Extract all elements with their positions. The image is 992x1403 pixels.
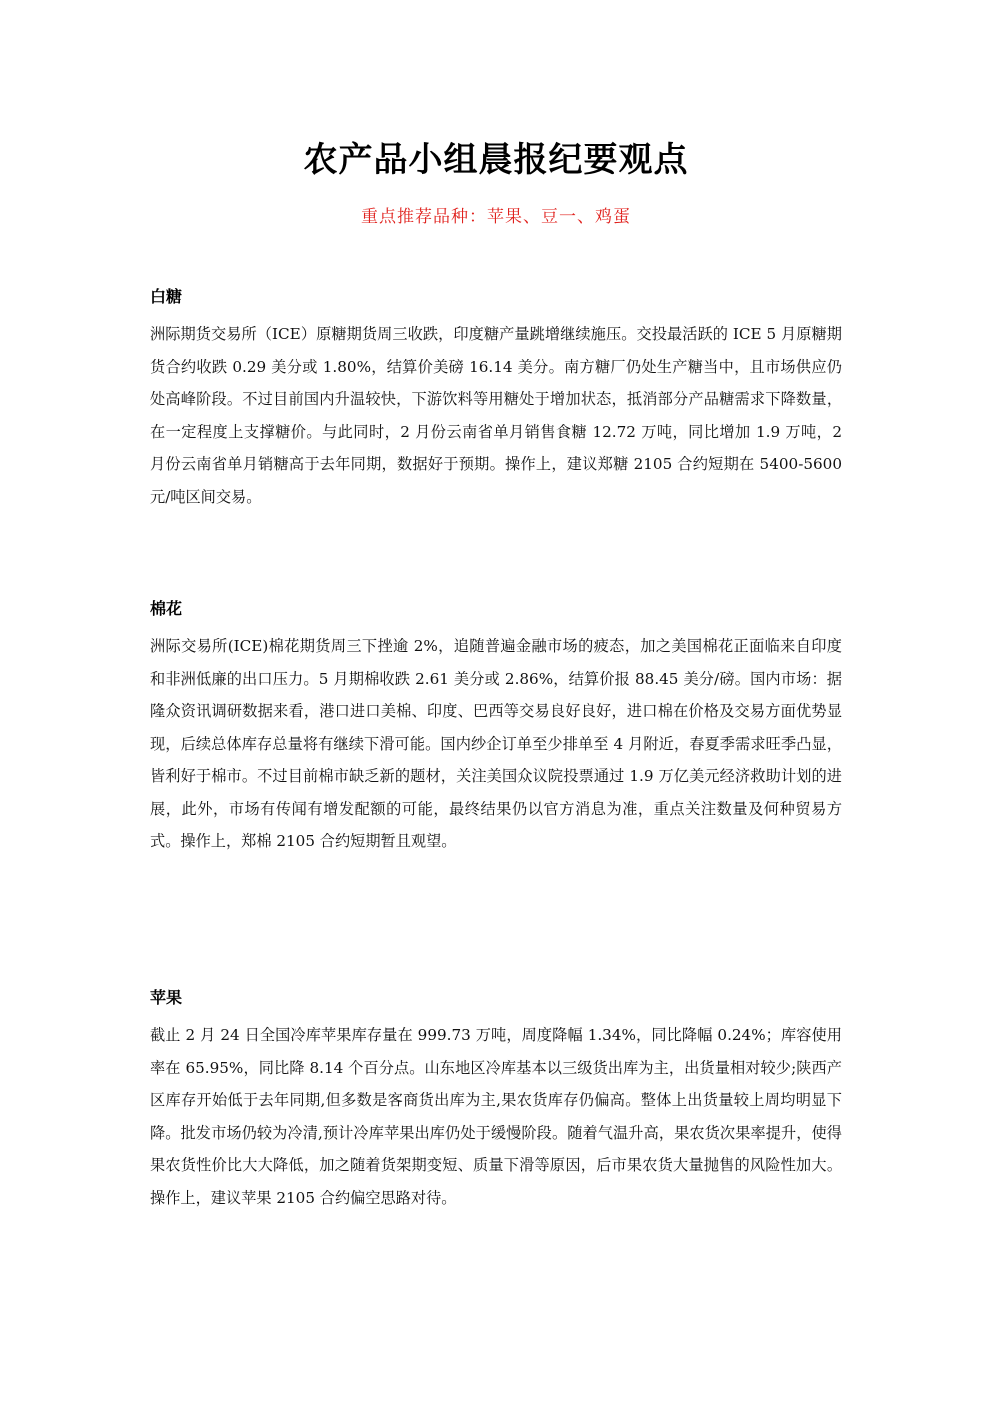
section-heading: 苹果 bbox=[150, 988, 183, 1007]
section-sugar bbox=[150, 284, 842, 513]
recommended-varieties-subtitle: 重点推荐品种：苹果、豆一、鸡蛋 bbox=[361, 207, 631, 227]
section-paragraph: 截止 2 月 24 日全国冷库苹果库存量在 999.73 万吨，周度降幅 1.34%，同比降幅 0.24%；库容使用率在 65.95%，同比降 8.14 个百分点。山东地区冷库基本以三级货出库为主，出货量相对较少;陕西产区库存开始低于去年同期,但多数是客商货出库为主,果农货库存仍偏高。整体上出货量较上周均明显下降。批发市场仍较为冷清,预计冷库苹果出库仍处于缓慢阶段。随着气温升高，果农货次果率提升，使得果农货性价比大大降低，加之随着货架期变短、质量下滑等原因，后市果农货大量抛售的风险性加大。操作上，建议苹果 2105 合约偏空思路对待。 bbox=[150, 1026, 842, 1207]
section-heading: 白糖 bbox=[150, 287, 183, 306]
section-paragraph: 洲际期货交易所（ICE）原糖期货周三收跌，印度糖产量跳增继续施压。交投最活跃的 ICE 5 月原糖期货合约收跌 0.29 美分或 1.80%，结算价美磅 16.14 美分。南方糖厂仍处生产糖当中，且市场供应仍处高峰阶段。不过目前国内升温较快，下游饮料等用糖处于增加状态，抵消部分产品糖需求下降数量，在一定程度上支撑糖价。与此同时，2 月份云南省单月销售食糖 12.72 万吨，同比增加 1.9 万吨，2 月份云南省单月销糖高于去年同期，数据好于预期。操作上，建议郑糖 2105 合约短期在 5400-5600 元/吨区间交易。 bbox=[150, 325, 842, 506]
section-cotton bbox=[150, 596, 842, 858]
section-apple bbox=[150, 985, 842, 1214]
page-title: 农产品小组晨报纪要观点 bbox=[303, 140, 689, 180]
section-heading: 棉花 bbox=[150, 599, 183, 618]
section-paragraph: 洲际交易所(ICE)棉花期货周三下挫逾 2%，追随普遍金融市场的疲态，加之美国棉花正面临来自印度和非洲低廉的出口压力。5 月期棉收跌 2.61 美分或 2.86%，结算价报 88.45 美分/磅。国内市场：据隆众资讯调研数据来看，港口进口美棉、印度、巴西等交易良好良好，进口棉在价格及交易方面优势显现，后续总体库存总量将有继续下滑可能。国内纱企订单至少排单至 4 月附近，春夏季需求旺季凸显，皆利好于棉市。不过目前棉市缺乏新的题材，关注美国众议院投票通过 1.9 万亿美元经济救助计划的进展，此外，市场有传闻有增发配额的可能，最终结果仍以官方消息为准，重点关注数量及何种贸易方式。操作上，郑棉 2105 合约短期暂且观望。 bbox=[150, 637, 842, 850]
